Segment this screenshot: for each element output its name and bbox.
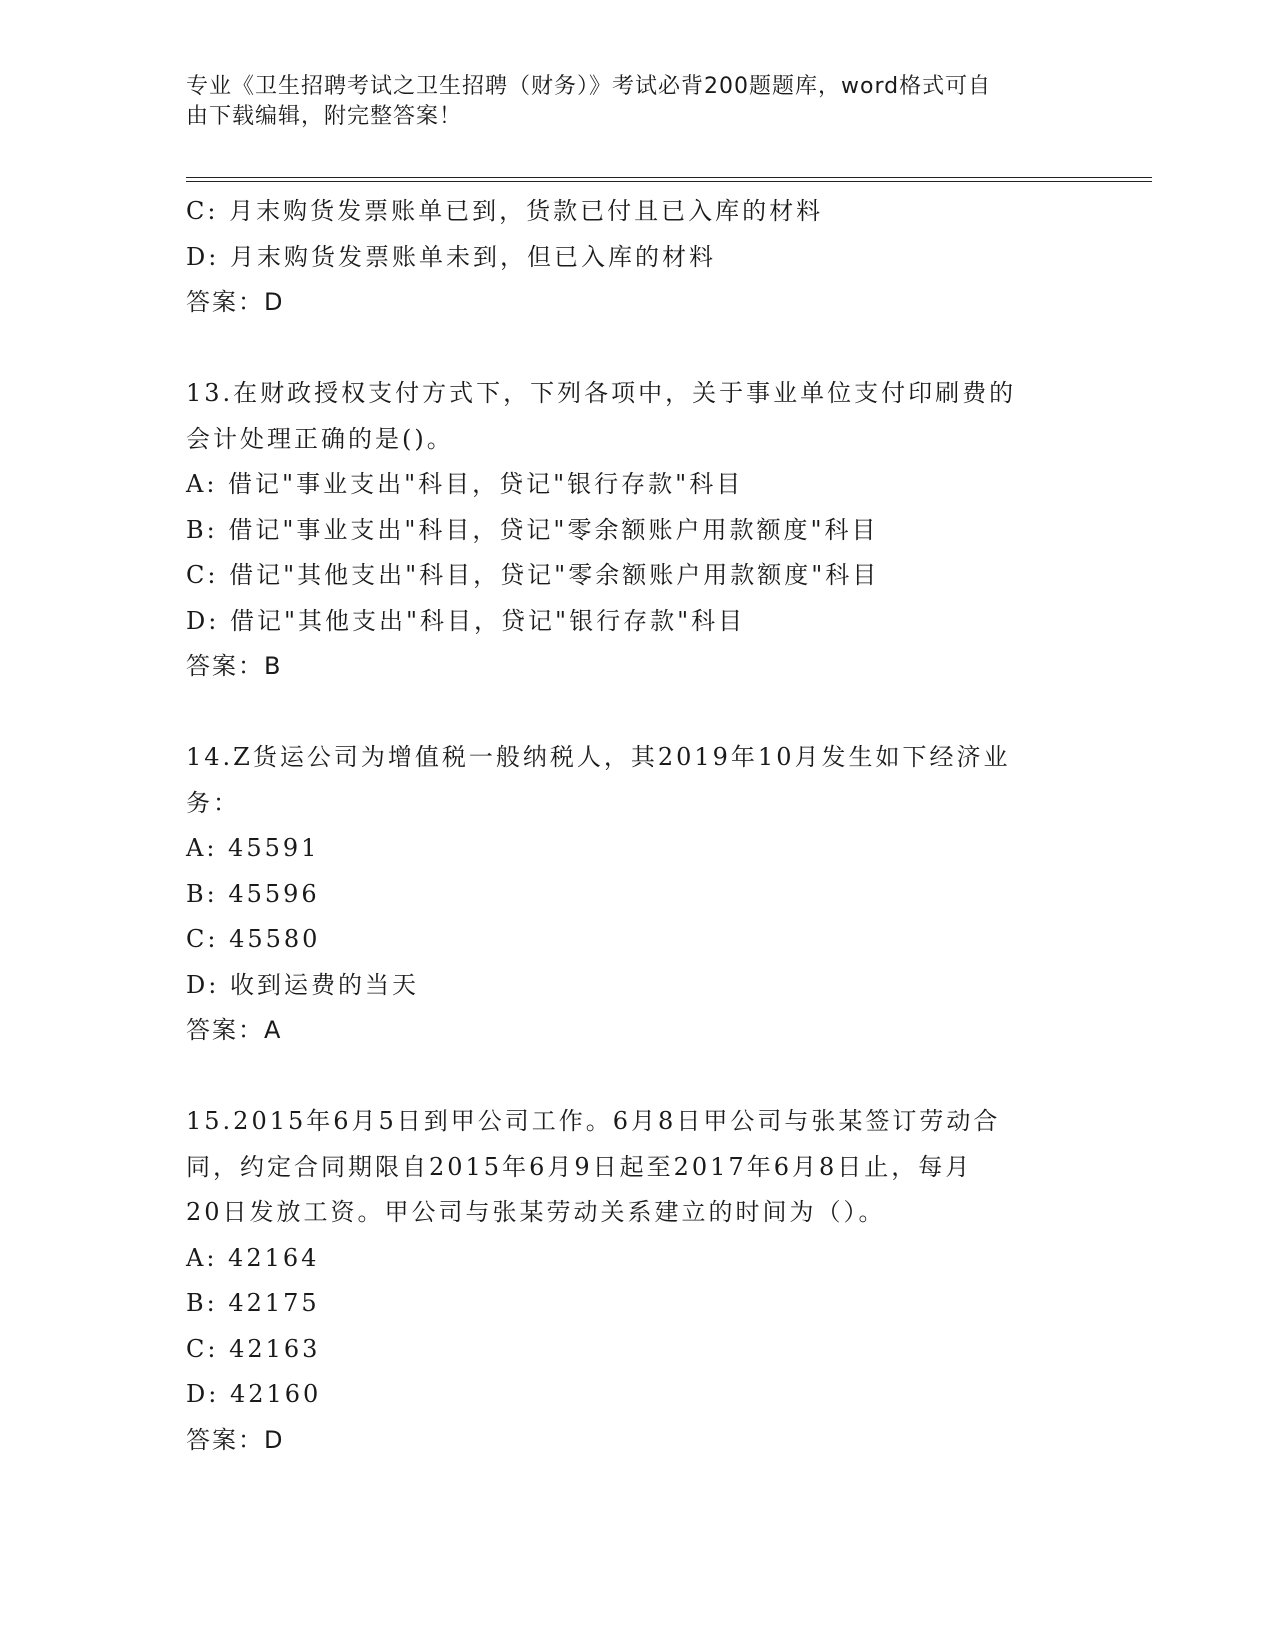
q13-option-b: B: 借记"事业支出"科目，贷记"零余额账户用款额度"科目 (186, 515, 879, 544)
q13-stem-line-1: 13.在财政授权支付方式下，下列各项中，关于事业单位支付印刷费的 (186, 379, 1017, 407)
q15-option-b: B: 42175 (186, 1289, 320, 1317)
question-list (186, 189, 1086, 1463)
q13-option-d: D: 借记"其他支出"科目，贷记"银行存款"科目 (186, 606, 746, 635)
q14-stem-line-1: 14.Z货运公司为增值税一般纳税人，其2019年10月发生如下经济业 (186, 743, 1011, 771)
q14-stem-line-2: 务： (186, 788, 240, 817)
question-15 (186, 1099, 1086, 1463)
q15-option-d: D: 42160 (186, 1380, 322, 1408)
q14-answer: 答案：A (186, 1016, 283, 1044)
q14-option-c: C: 45580 (186, 925, 321, 953)
question-12 (186, 189, 1086, 326)
q15-option-c: C: 42163 (186, 1334, 321, 1363)
q15-answer: 答案：D (186, 1425, 285, 1454)
q12-answer: 答案：D (186, 288, 285, 316)
intro-line-1: 专业《卫生招聘考试之卫生招聘（财务）》考试必背200题题库，word格式可自 (186, 74, 992, 99)
header-divider-top (186, 177, 1152, 178)
q14-option-a: A: 45591 (186, 834, 320, 862)
q15-stem-line-2: 同，约定合同期限自2015年6月9日起至2017年6月8日止，每月 (186, 1152, 973, 1181)
q13-answer: 答案：B (186, 652, 283, 680)
q15-stem-line-3: 20日发放工资。甲公司与张某劳动关系建立的时间为（）。 (186, 1198, 886, 1226)
q13-option-c: C: 借记"其他支出"科目，贷记"零余额账户用款额度"科目 (186, 561, 880, 589)
spacer (186, 1054, 1086, 1100)
q14-option-d: D: 收到运费的当天 (186, 970, 419, 999)
intro-line-2: 由下载编辑，附完整答案！ (186, 104, 463, 129)
header-divider-bottom (186, 181, 1152, 182)
question-13 (186, 371, 1086, 690)
q14-option-b: B: 45596 (186, 879, 320, 908)
q12-option-d: D: 月末购货发票账单未到，但已入库的材料 (186, 242, 716, 271)
q15-option-a: A: 42164 (186, 1243, 320, 1272)
q12-option-c: C: 月末购货发票账单已到，货款已付且已入库的材料 (186, 197, 824, 225)
spacer (186, 690, 1086, 736)
document-header (186, 72, 1066, 132)
question-14 (186, 735, 1086, 1054)
q13-stem-line-2: 会计处理正确的是()。 (186, 424, 454, 453)
q13-option-a: A: 借记"事业支出"科目，贷记"银行存款"科目 (186, 470, 744, 498)
q15-stem-line-1: 15.2015年6月5日到甲公司工作。6月8日甲公司与张某签订劳动合 (186, 1107, 1001, 1135)
spacer (186, 326, 1086, 372)
